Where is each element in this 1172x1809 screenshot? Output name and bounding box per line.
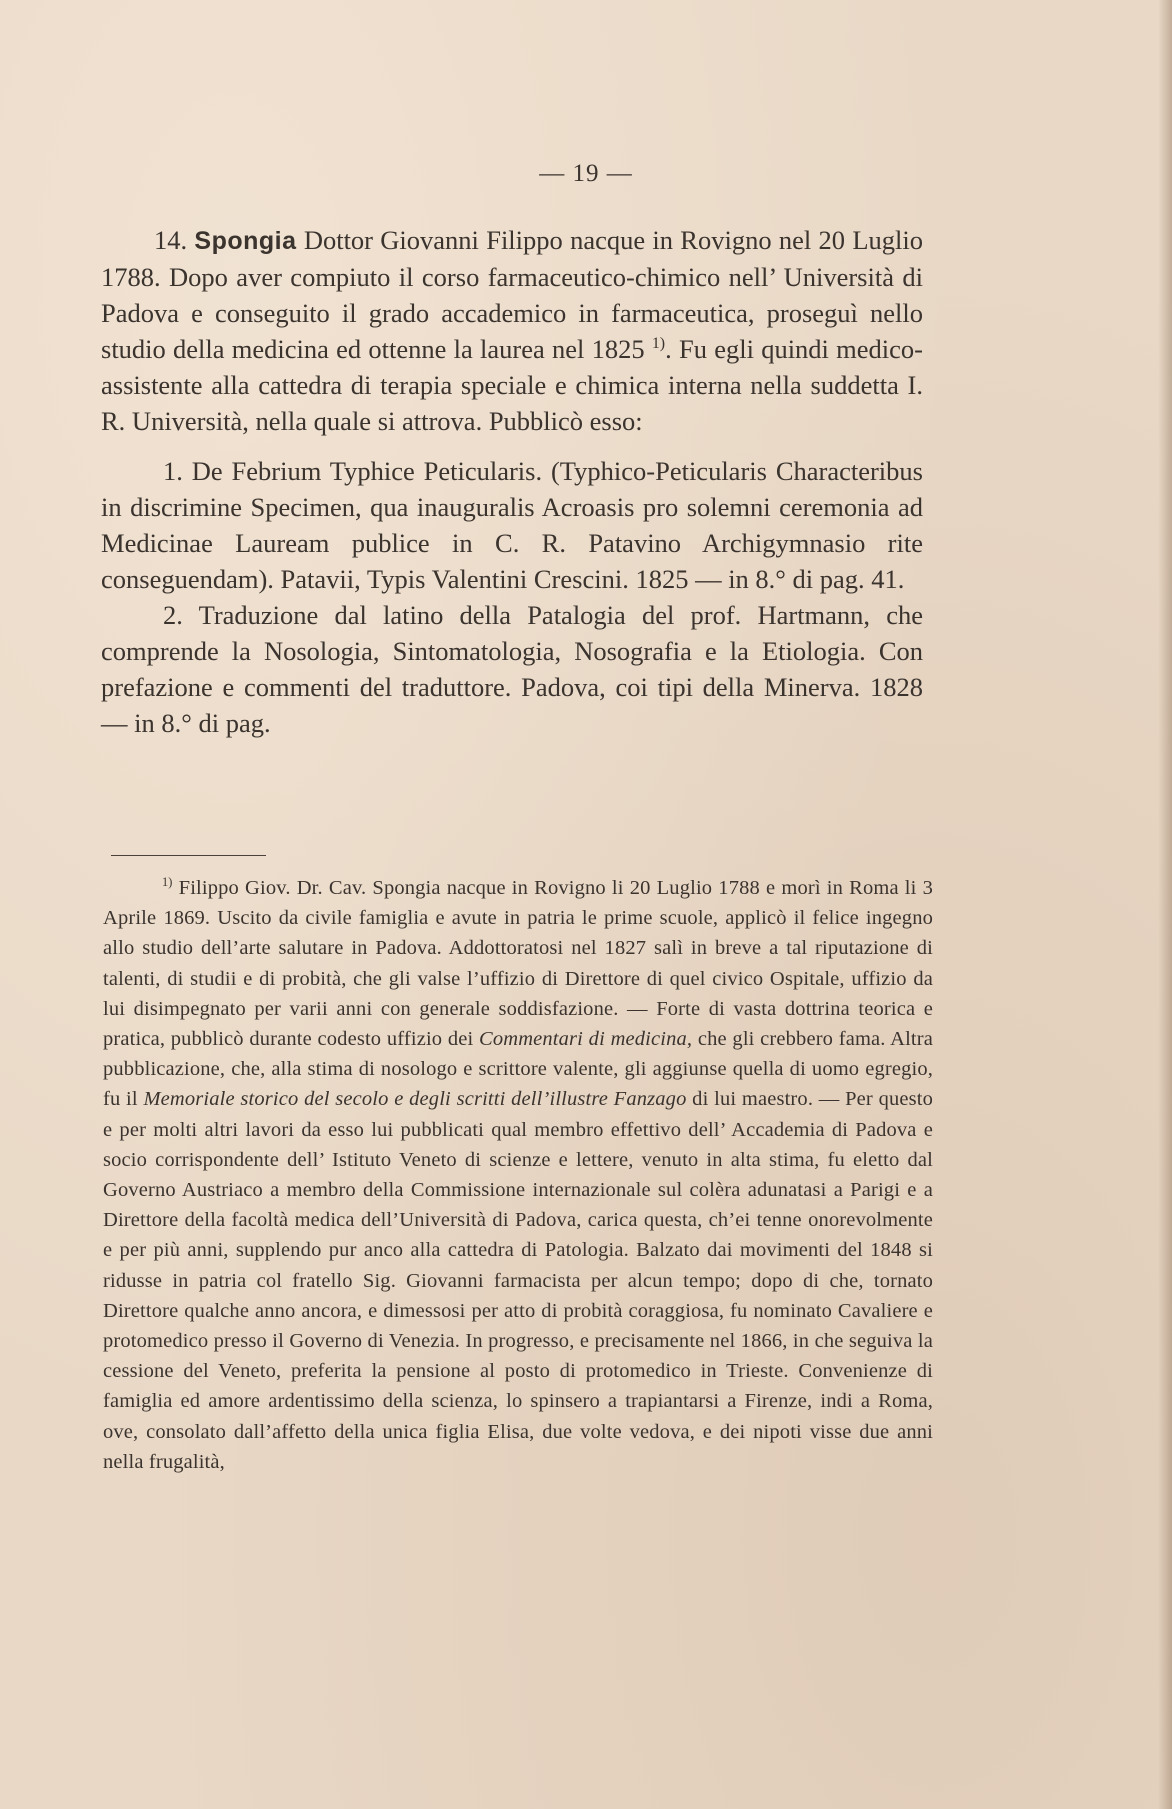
entry-text-end: . Fu egli quindi medico-assistente alla cattedra di terapia speciale e chimica interna nella suddetta I. R. Università, nella quale si attrova. Pubblicò esso: (101, 334, 923, 436)
footnote-italic-title-2: Memoriale storico del secolo e degli scritti dell’illustre Fanzago (143, 1088, 687, 1111)
footnote-reference: 1) (651, 335, 666, 353)
biography-entry (101, 222, 923, 439)
footnote-italic-title-1: Commentari di medicina, (479, 1028, 693, 1051)
work-item-1: 1. De Febrium Typhice Peticularis. (Typhico-Peticularis Characteribus in discrimine Specimen, qua inauguralis Acroasis pro solemni ceremonia ad Medicinae Lauream publice in C. R. Patavino Archigymnasio rite conseguendam). Patavii, Typis Valentini Crescini. 1825 — in 8.° di pag. 41. (101, 456, 923, 594)
page-edge-shadow (1158, 0, 1172, 1809)
entry-text: Dottor Giovanni Filippo nacque in Rovigno nel 20 Luglio 1788. Dopo aver compiuto il corso farmaceutico-chimico nell’ Università di Padova e conseguito il grado accademico in farmaceutica, proseguì nello studio della medicina ed ottenne la laurea nel 1825 (101, 225, 923, 364)
work-item-2: 2. Traduzione dal latino della Patalogia del prof. Hartmann, che comprende la Nosologia, Sintomatologia, Nosografia e la Etiologia. Con prefazione e commenti del traduttore. Padova, coi tipi della Minerva. 1828 — in 8.° di pag. (101, 600, 923, 738)
page-number: — 19 — (539, 160, 633, 187)
footnote-marker: 1) (162, 875, 173, 890)
footnote-text-1: Filippo Giov. Dr. Cav. Spongia nacque in Rovigno li 20 Luglio 1788 e morì in Roma li 3 Aprile 1869. Uscito da civile famiglia e avute in patria le prime scuole, applicò il felice ingegno allo studio dell’arte salutare in Padova. Addottoratosi nel 1827 salì in breve a tal riputazione di talenti, di studii e di probità, che gli valse l’uffizio di Direttore di quel civico Ospitale, uffizio da lui disimpegnato per varii anni con generale soddisfazione. — Forte di vasta dottrina teorica e pratica, pubblicò durante codesto uffizio dei (103, 877, 933, 1051)
footnote-text-3: di lui maestro. — Per questo e per molti altri lavori da esso lui pubblicati qual membro effettivo dell’ Accademia di Padova e socio corrispondente dell’ Istituto Veneto di scienze e lettere, venuto in alta stima, fu eletto dal Governo Austriaco a membro della Commissione internazionale sul colèra adunatasi a Parigi e a Direttore della facoltà medica dell’Università di Padova, carica questa, ch’ei tenne onorevolmente e per più anni, supplendo pur anco alla cattedra di Patologia. Balzato dai movimenti del 1848 si ridusse in patria col fratello Sig. Giovanni farmacista per alcun tempo; dopo di che, tornato Direttore qualche anno ancora, e dimessosi per atto di probità coraggiosa, fu nominato Cavaliere e protomedico presso il Governo di Venezia. In progresso, e precisamente nel 1866, in che seguiva la cessione del Veneto, preferita la pensione al posto di protomedico in Trieste. Convenienze di famiglia ed amore ardentissimo della scienza, lo spinsero a trapiantarsi a Firenze, indi a Roma, ove, consolato dall’affetto della unica figlia Elisa, due volte vedova, e dei nipoti visse due anni nella frugalità, (103, 1088, 933, 1473)
entry-number: 14. (154, 225, 188, 255)
footnote (103, 873, 933, 1477)
entry-name: Spongia (194, 227, 297, 255)
footnote-text-2: che gli crebbero fama. Altra pubblicazione, che, alla stima di nosologo e scrittore valente, gli aggiunse quella di uomo egregio, fu il (103, 1028, 933, 1111)
main-text (101, 222, 923, 741)
footnote-paragraph (103, 873, 933, 1477)
footnote-separator (111, 855, 266, 856)
